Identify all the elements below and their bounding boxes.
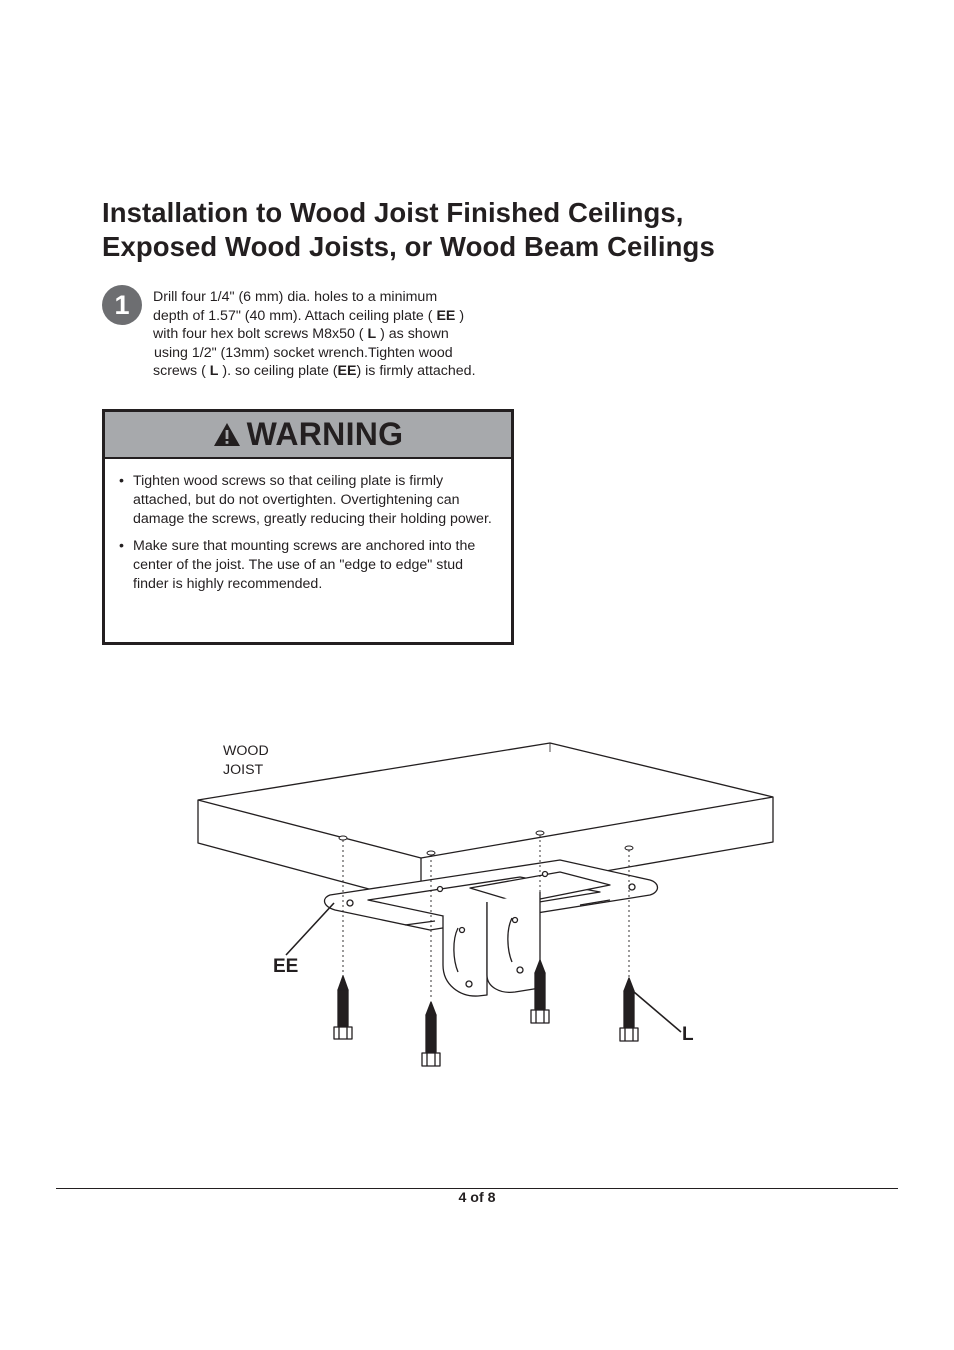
screw (422, 1002, 440, 1066)
plate-label-ee: EE (273, 956, 299, 977)
part-ref-ee: EE (337, 363, 357, 380)
warning-list (105, 459, 511, 594)
warning-box (102, 409, 514, 645)
page-title (102, 196, 715, 264)
part-ref-ee: EE (436, 307, 456, 324)
step-line-3: with four hex bolt screws M8x50 ( L ) as shown (153, 326, 449, 343)
screw-label-l: L (682, 1024, 694, 1045)
warning-item: • Tighten wood screws so that ceiling plate is firmly attached, but do not overtighten. Overtightening can damage the screws, greatly reducing their holding power. (119, 473, 492, 527)
wood-joist-label: WOOD JOIST (223, 743, 269, 778)
step-1-instructions (153, 288, 533, 381)
warning-header (105, 412, 511, 459)
step-line-1: Drill four 1/4" (6 mm) dia. holes to a minimum (153, 289, 438, 305)
step-number-badge: 1 (102, 285, 142, 325)
page-number: 4 of 8 (458, 1190, 496, 1206)
warning-item: • Make sure that mounting screws are anchored into the center of the joist. The use of an "edge to edge" stud finder is highly recommended. (119, 538, 476, 592)
ee-leader-line (286, 903, 334, 955)
footer-divider (56, 1188, 898, 1189)
l-leader-line (634, 992, 681, 1032)
step-line-2: depth of 1.57" (40 mm). Attach ceiling plate ( EE ) (153, 307, 465, 324)
title-line-2: Exposed Wood Joists, or Wood Beam Ceilings (102, 231, 715, 262)
title-line-1: Installation to Wood Joist Finished Ceilings, (102, 197, 684, 228)
warning-heading: WARNING (246, 416, 404, 452)
step-line-5: screws ( L ). so ceiling plate (EE) is firmly attached. (153, 363, 476, 380)
step-line-4: using 1/2" (13mm) socket wrench.Tighten wood (154, 344, 453, 361)
installation-diagram (0, 700, 954, 1100)
screw (334, 976, 352, 1039)
screw (620, 978, 638, 1041)
warning-triangle-icon (213, 422, 241, 447)
part-ref-l: L (209, 363, 219, 380)
part-ref-l: L (367, 326, 377, 343)
